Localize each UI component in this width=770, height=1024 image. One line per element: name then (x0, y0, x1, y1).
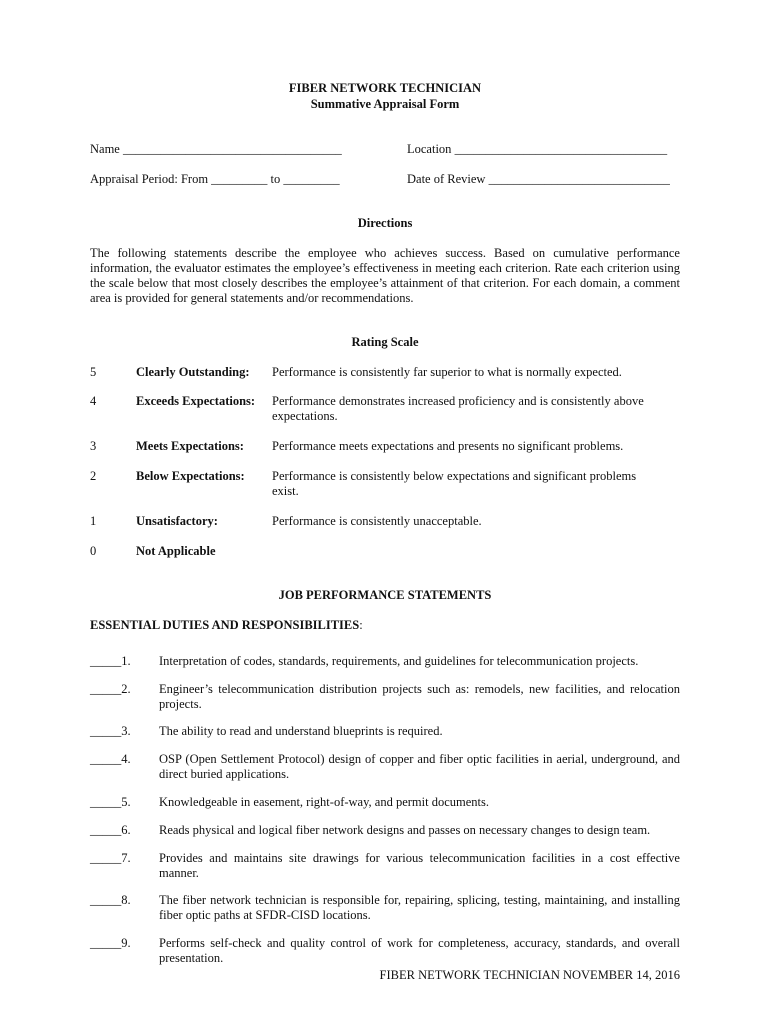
rating-score: 0 (90, 544, 97, 558)
rating-label: Meets Expectations: (136, 439, 244, 453)
item-score-blank[interactable]: _____7. (90, 851, 131, 865)
appraisal-period-field[interactable] (90, 172, 340, 187)
item-text: The ability to read and understand blueprints is required. (159, 724, 443, 738)
rating-score: 1 (90, 514, 97, 528)
directions-text: The following statements describe the employee who achieves success. Based on cumulative performance information, the evaluator estimates the employee’s effectiveness in meeting each criterion. Rate each criterion using the scale below that most closely describes the employee’s attainment of that criterion. For each domain, a comment area is provided for general statements and/or recommendations. (90, 246, 680, 305)
item-score-blank[interactable]: _____1. (90, 654, 131, 668)
section-title-colon: : (359, 618, 363, 632)
date-of-review-field[interactable] (407, 172, 670, 187)
item-text: The fiber network technician is responsible for, repairing, splicing, testing, maintaining, and installing fiber optic paths at SFDR-CISD locations. (159, 893, 680, 922)
item-text: Provides and maintains site drawings for various telecommunication facilities in a cost effective manner. (159, 851, 680, 880)
directions-heading: Directions (357, 216, 413, 230)
item-text: Reads physical and logical fiber network designs and passes on necessary changes to design team. (159, 823, 651, 837)
item-text: Interpretation of codes, standards, requirements, and guidelines for telecommunication projects. (159, 654, 639, 668)
section-title-text: ESSENTIAL DUTIES AND RESPONSIBILITIES (90, 618, 360, 632)
rating-label: Exceeds Expectations: (136, 394, 256, 408)
rating-description: Performance demonstrates increased proficiency and is consistently above expectations. (272, 394, 644, 423)
rating-scale-heading: Rating Scale (351, 335, 419, 349)
period-from-label: Appraisal Period: From (90, 172, 209, 186)
name-label: Name (90, 142, 120, 156)
item-score-blank[interactable]: _____2. (90, 682, 131, 696)
rating-label: Not Applicable (136, 544, 216, 558)
page-title: FIBER NETWORK TECHNICIAN (288, 81, 482, 95)
period-from-line[interactable]: _________ (211, 172, 268, 186)
review-label: Date of Review (407, 172, 486, 186)
rating-score: 2 (90, 469, 97, 483)
rating-score: 4 (90, 394, 97, 408)
page-footer: FIBER NETWORK TECHNICIAN NOVEMBER 14, 2016 (379, 968, 680, 982)
rating-description: Performance is consistently unacceptable. (272, 514, 482, 528)
job-performance-heading: JOB PERFORMANCE STATEMENTS (278, 588, 492, 602)
period-to-label: to (270, 172, 281, 186)
period-to-line[interactable]: _________ (283, 172, 340, 186)
rating-description: Performance meets expectations and presents no significant problems. (272, 439, 624, 453)
item-score-blank[interactable]: _____8. (90, 893, 131, 907)
item-text: Performs self-check and quality control of work for completeness, accuracy, standards, and overall presentation. (159, 936, 680, 965)
rating-label: Clearly Outstanding: (136, 365, 250, 379)
page-subtitle: Summative Appraisal Form (310, 97, 460, 111)
rating-label: Unsatisfactory: (136, 514, 218, 528)
item-score-blank[interactable]: _____6. (90, 823, 131, 837)
item-text: Engineer’s telecommunication distribution projects such as: remodels, new facilities, and relocation projects. (159, 682, 680, 711)
item-text: OSP (Open Settlement Protocol) design of copper and fiber optic facilities in aerial, underground, and direct buried applications. (159, 752, 680, 781)
name-line[interactable]: ___________________________________ (122, 142, 342, 156)
rating-label: Below Expectations: (136, 469, 245, 483)
rating-score: 3 (90, 439, 97, 453)
item-score-blank[interactable]: _____5. (90, 795, 131, 809)
rating-description: Performance is consistently below expectations and significant problems exist. (272, 469, 637, 498)
section-title (90, 618, 363, 633)
rating-description: Performance is consistently far superior to what is normally expected. (272, 365, 622, 379)
rating-score: 5 (90, 365, 97, 379)
location-line[interactable]: __________________________________ (454, 142, 668, 156)
item-score-blank[interactable]: _____3. (90, 724, 131, 738)
review-line[interactable]: _____________________________ (488, 172, 670, 186)
item-score-blank[interactable]: _____4. (90, 752, 131, 766)
location-label: Location (407, 142, 452, 156)
item-score-blank[interactable]: _____9. (90, 936, 131, 950)
location-field[interactable] (407, 142, 667, 157)
item-text: Knowledgeable in easement, right-of-way, and permit documents. (159, 795, 489, 809)
name-field[interactable] (90, 142, 342, 157)
